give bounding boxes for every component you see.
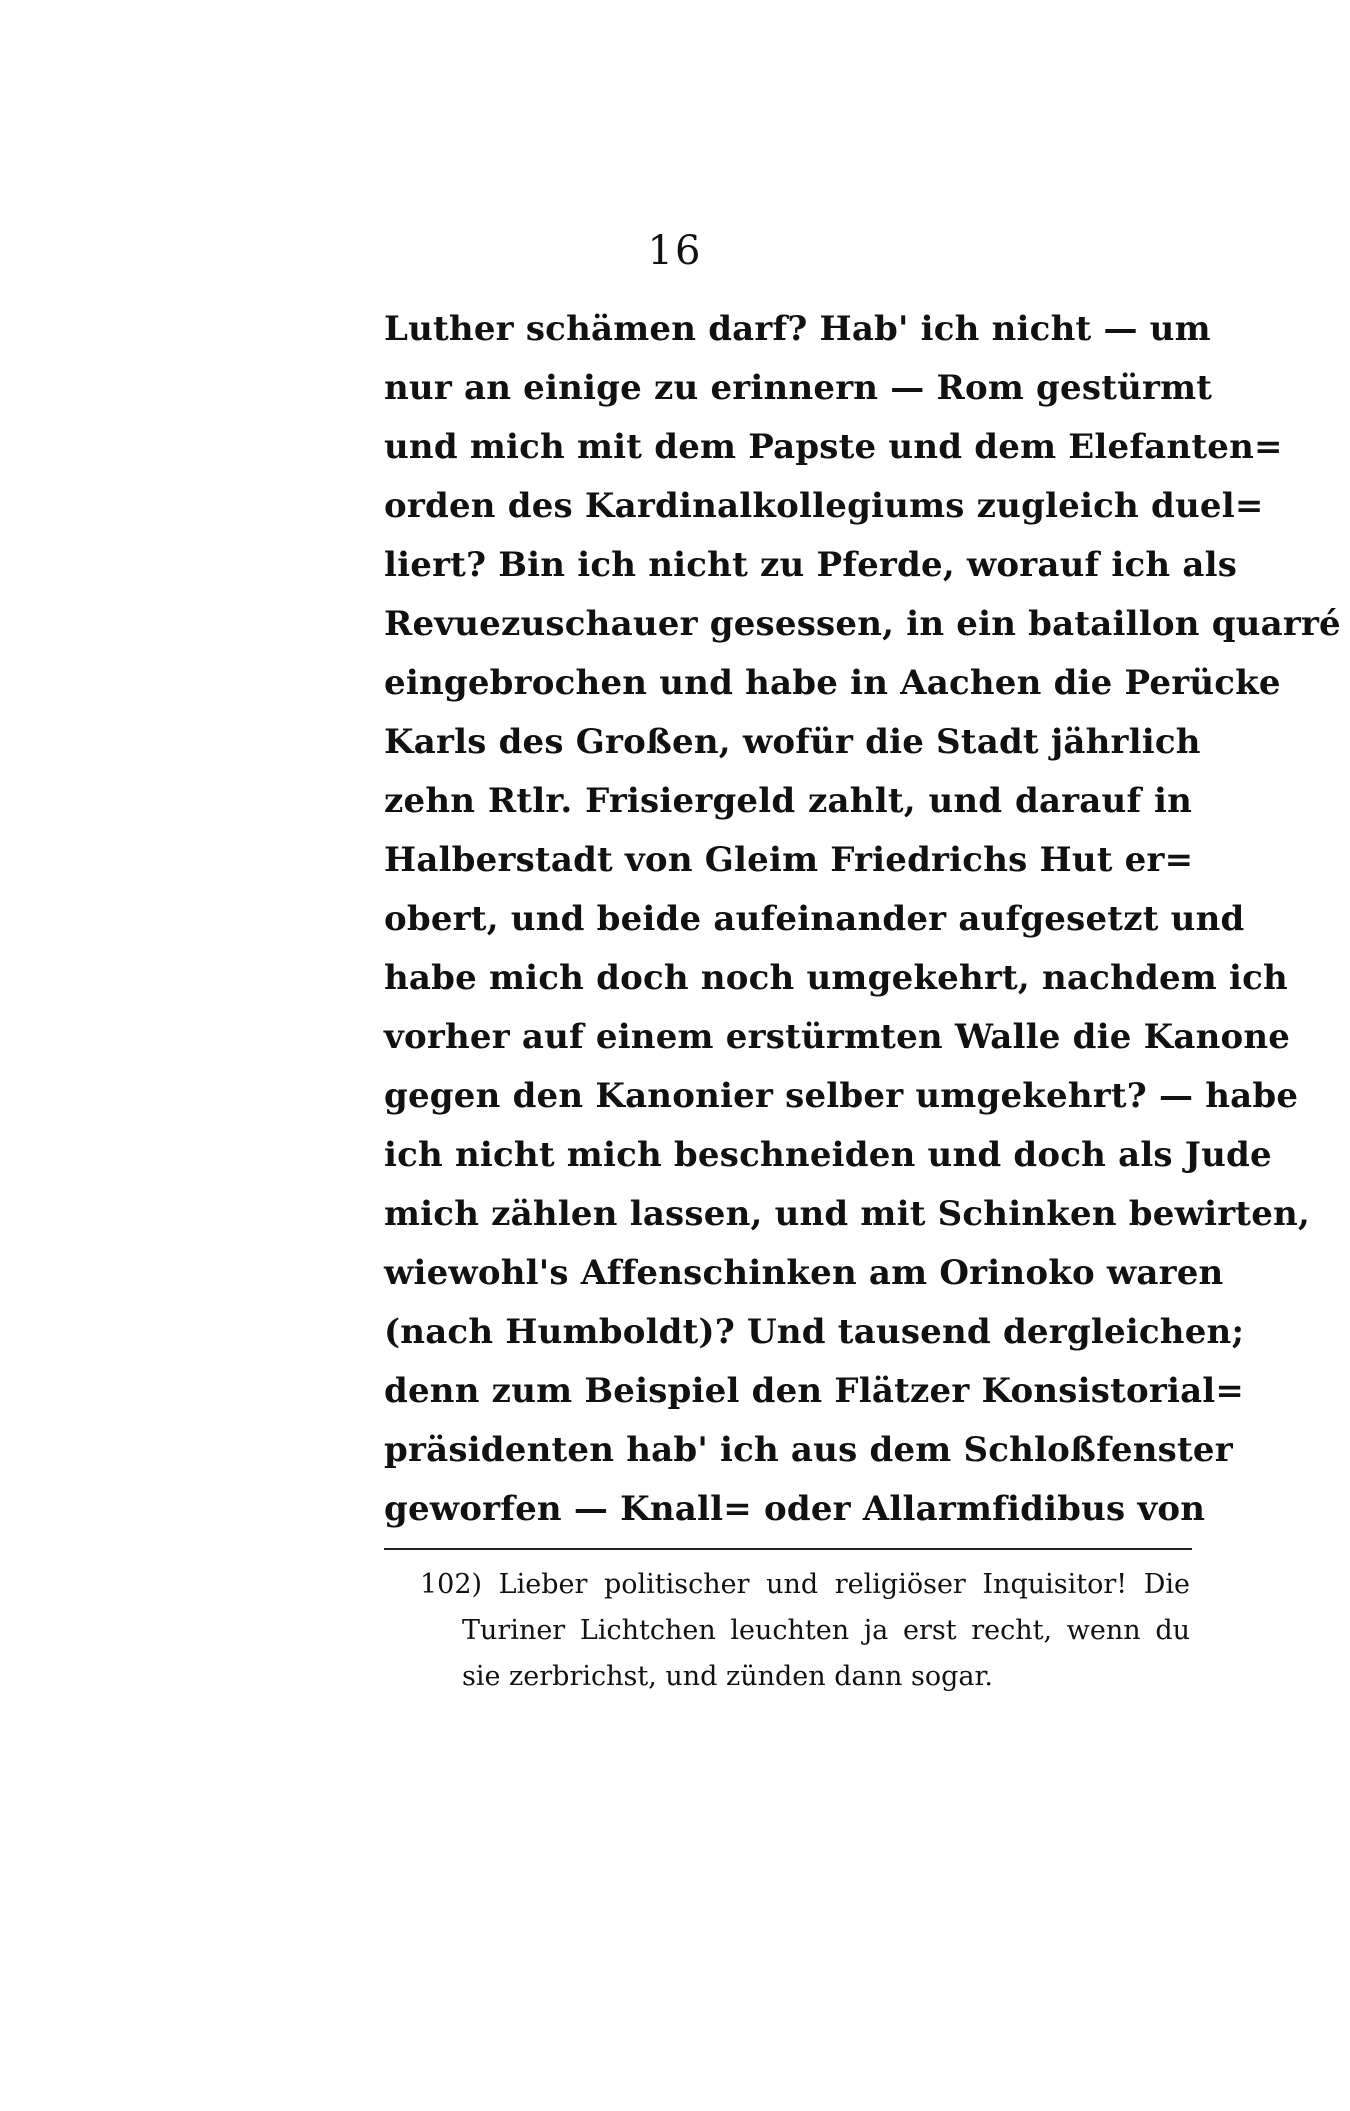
page-number: 16 xyxy=(647,228,703,274)
text-line: liert? Bin ich nicht zu Pferde, worauf ich als xyxy=(384,545,1238,585)
text-line: Revuezuschauer gesessen, in ein bataillon quarré xyxy=(384,604,1341,644)
text-line: Karls des Großen, wofür die Stadt jährlich xyxy=(384,722,1201,762)
text-line: wiewohl's Affenschinken am Orinoko waren xyxy=(384,1253,1224,1293)
text-line: Halberstadt von Gleim Friedrichs Hut er= xyxy=(384,840,1194,880)
text-line: Luther schämen darf? Hab' ich nicht — um xyxy=(384,309,1211,349)
text-line: eingebrochen und habe in Aachen die Perücke xyxy=(384,663,1281,703)
text-line: zehn Rtlr. Frisiergeld zahlt, und darauf in xyxy=(384,781,1192,821)
text-line: (nach Humboldt)? Und tausend dergleichen; xyxy=(384,1312,1245,1352)
text-line: gegen den Kanonier selber umgekehrt? — habe xyxy=(384,1076,1299,1116)
text-line: vorher auf einem erstürmten Walle die Kanone xyxy=(384,1017,1291,1057)
text-line: mich zählen lassen, und mit Schinken bewirten, xyxy=(384,1194,1311,1234)
footnote-divider xyxy=(384,1548,1192,1550)
text-line: ich nicht mich beschneiden und doch als Jude xyxy=(384,1135,1272,1175)
text-line: habe mich doch noch umgekehrt, nachdem ich xyxy=(384,958,1288,998)
footnote-line: Turiner Lichtchen leuchten ja erst recht, wenn du xyxy=(462,1615,1190,1646)
body-text xyxy=(384,300,1341,1539)
text-line: denn zum Beispiel den Flätzer Konsistorial= xyxy=(384,1371,1245,1411)
text-line: geworfen — Knall= oder Allarmfidibus von xyxy=(384,1489,1206,1529)
text-line: nur an einige zu erinnern — Rom gestürmt xyxy=(384,368,1213,408)
footnote-line: 102) Lieber politischer und religiöser Inquisitor! Die xyxy=(420,1569,1190,1600)
footnote xyxy=(420,1562,1190,1700)
text-line: und mich mit dem Papste und dem Elefanten= xyxy=(384,427,1283,467)
footnote-line: sie zerbrichst, und zünden dann sogar. xyxy=(462,1661,994,1692)
text-line: präsidenten hab' ich aus dem Schloßfenster xyxy=(384,1430,1233,1470)
text-line: orden des Kardinalkollegiums zugleich duel= xyxy=(384,486,1264,526)
text-line: obert, und beide aufeinander aufgesetzt und xyxy=(384,899,1245,939)
